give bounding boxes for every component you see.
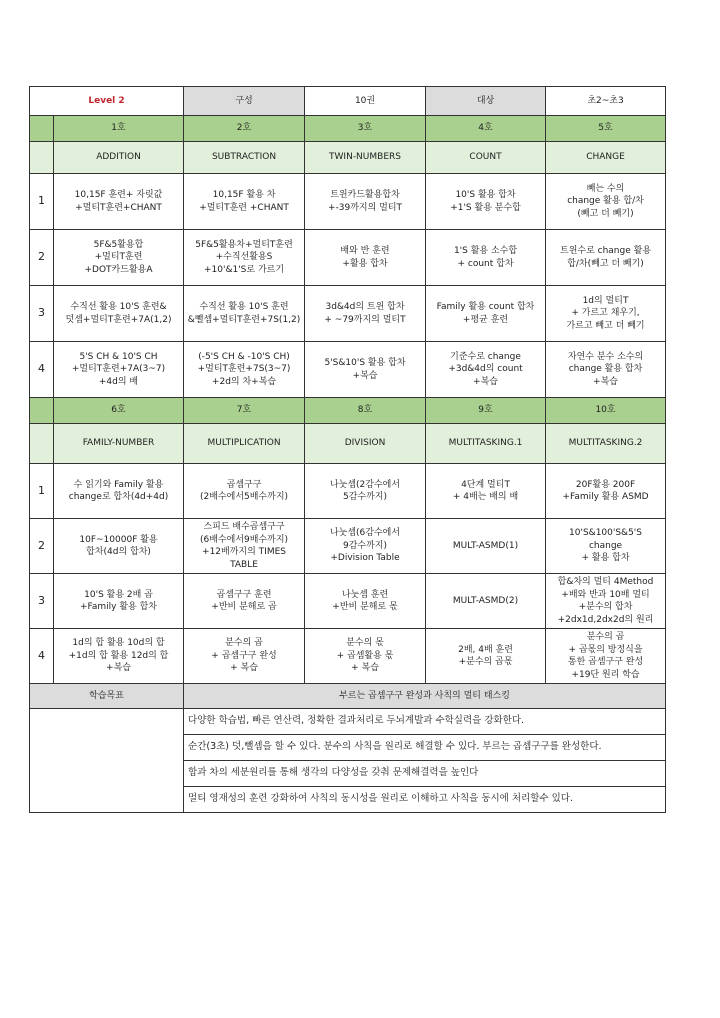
goal-line: 순간(3초) 덧,뺄셈을 할 수 있다. 분수의 사칙을 원리로 해결할 수 있다. 부르는 곱셈구구를 완성한다. — [184, 735, 666, 761]
lesson-cell: 10,15F 훈련+ 자릿값 +멀티T훈련+CHANT — [54, 174, 184, 230]
table-row — [30, 574, 666, 629]
lesson-cell: 5'S CH & 10'S CH +멀티T훈련+7A(3~7) +4d의 배 — [54, 342, 184, 398]
lesson-cell: 3d&4d의 트윈 합차 + ~79까지의 멀티T — [305, 286, 426, 342]
lesson-cell: 기준수로 change +3d&4d의 count +복습 — [426, 342, 546, 398]
lesson-cell: 20F활용 200F +Family 활용 ASMD — [546, 464, 666, 519]
lesson-cell: 스피드 배수곱셈구구 (6배수에서9배수까지) +12배까지의 TIMES TABLE — [184, 519, 305, 574]
lesson-cell: 나눗셈(6감수에서 9감수까지) +Division Table — [305, 519, 426, 574]
lesson-cell: 분수의 몫 + 곱셈활용 몫 + 복습 — [305, 629, 426, 684]
header-row — [30, 87, 666, 116]
goal-line: 합과 차의 세분원리를 통해 생각의 다양성을 갖춰 문제해결력을 높인다 — [184, 761, 666, 787]
row-index: 3 — [30, 574, 54, 629]
lesson-cell: 트윈카드활용합차 +-39까지의 멀티T — [305, 174, 426, 230]
goal-blank-cell — [30, 709, 184, 813]
target-label: 대상 — [426, 87, 546, 116]
lesson-cell: (-5'S CH & -10'S CH) +멀티T훈련+7S(3~7) +2d의 차+복습 — [184, 342, 305, 398]
volume-title: SUBTRACTION — [184, 142, 305, 174]
volume-number: 10호 — [546, 398, 666, 424]
volume-number: 7호 — [184, 398, 305, 424]
lesson-cell: 1'S 활용 소수합 + count 합차 — [426, 230, 546, 286]
table-row — [30, 464, 666, 519]
row-index-blank — [30, 424, 54, 464]
volume-title: CHANGE — [546, 142, 666, 174]
volume-title-row — [30, 142, 666, 174]
lesson-cell: 10F~10000F 활용 합차(4d의 합차) — [54, 519, 184, 574]
lesson-cell: 5F&5활용합 +멀티T훈련 +DOT카드활용A — [54, 230, 184, 286]
row-index: 1 — [30, 174, 54, 230]
lesson-cell: 5'S&10'S 활용 합차 +복습 — [305, 342, 426, 398]
goal-line: 다양한 학습법, 빠른 연산력, 정확한 결과처리로 두뇌계발과 수학실력을 강화한다. — [184, 709, 666, 735]
lesson-cell: 트윈수로 change 활용 합/차(빼고 더 빼기) — [546, 230, 666, 286]
goal-line: 멀티 영재성의 훈련 강화하여 사칙의 동시성을 원리로 이해하고 사칙을 동시에 처리할수 있다. — [184, 787, 666, 813]
lesson-cell: 곱셈구구 훈련 +반비 분해로 곱 — [184, 574, 305, 629]
curriculum-table — [29, 86, 666, 813]
goal-main: 부르는 곱셈구구 완성과 사칙의 멀티 태스킹 — [184, 684, 666, 709]
volume-number: 1호 — [54, 116, 184, 142]
composition-value: 10권 — [305, 87, 426, 116]
volume-title: TWIN-NUMBERS — [305, 142, 426, 174]
lesson-cell: 10,15F 활용 차 +멀티T훈련 +CHANT — [184, 174, 305, 230]
volume-number-row — [30, 398, 666, 424]
lesson-cell: 5F&5활용차+멀티T훈련 +수직선활용S +10'&1'S로 가르기 — [184, 230, 305, 286]
composition-label: 구성 — [184, 87, 305, 116]
lesson-cell: 4단계 멀티T + 4배는 배의 배 — [426, 464, 546, 519]
lesson-cell: 1d의 멀티T + 가르고 채우기, 가르고 빼고 더 빼기 — [546, 286, 666, 342]
row-index-blank — [30, 116, 54, 142]
lesson-cell: 10'S&100'S&5'S change + 활용 합차 — [546, 519, 666, 574]
volume-number: 3호 — [305, 116, 426, 142]
lesson-cell: 수직선 활용 10'S 훈련& 덧셈+멀티T훈련+7A(1,2) — [54, 286, 184, 342]
row-index: 1 — [30, 464, 54, 519]
volume-title: ADDITION — [54, 142, 184, 174]
lesson-cell: 곱셈구구 (2배수에서5배수까지) — [184, 464, 305, 519]
lesson-cell: 나눗셈(2감수에서 5감수까지) — [305, 464, 426, 519]
volume-number: 9호 — [426, 398, 546, 424]
row-index: 4 — [30, 629, 54, 684]
volume-number: 6호 — [54, 398, 184, 424]
lesson-cell: 분수의 곱 + 곱셈구구 완성 + 복습 — [184, 629, 305, 684]
lesson-cell: 수직선 활용 10'S 훈련 &뺄셈+멀티T훈련+7S(1,2) — [184, 286, 305, 342]
lesson-cell: 빼는 수의 change 활용 합/차 (빼고 더 빼기) — [546, 174, 666, 230]
volume-title: COUNT — [426, 142, 546, 174]
target-value: 초2~초3 — [546, 87, 666, 116]
lesson-cell: 자연수 분수 소수의 change 활용 합차 +복습 — [546, 342, 666, 398]
goal-header-row — [30, 684, 666, 709]
lesson-cell: 합&차의 멀티 4Method +배와 반과 10배 멀티 +분수의 합차 +2dx1d,2dx2d의 원리 — [546, 574, 666, 629]
table-row — [30, 286, 666, 342]
row-index: 2 — [30, 230, 54, 286]
table-row — [30, 230, 666, 286]
volume-number: 4호 — [426, 116, 546, 142]
volume-number: 2호 — [184, 116, 305, 142]
row-index: 4 — [30, 342, 54, 398]
volume-number-row — [30, 116, 666, 142]
lesson-cell: 10'S 활용 합차 +1'S 활용 분수합 — [426, 174, 546, 230]
table-row — [30, 629, 666, 684]
lesson-cell: 나눗셈 훈련 +반비 분해로 몫 — [305, 574, 426, 629]
row-index: 2 — [30, 519, 54, 574]
lesson-cell: 분수의 곱 + 곱몫의 방정식을 통한 곱셈구구 완성 +19단 원리 학습 — [546, 629, 666, 684]
level-title: Level 2 — [30, 87, 184, 116]
lesson-cell: 1d의 합 활용 10d의 합 +1d의 합 활용 12d의 합 +복습 — [54, 629, 184, 684]
lesson-cell: MULT-ASMD(1) — [426, 519, 546, 574]
volume-title: MULTIPLICATION — [184, 424, 305, 464]
volume-title: FAMILY-NUMBER — [54, 424, 184, 464]
lesson-cell: 배와 반 훈련 +활용 합차 — [305, 230, 426, 286]
volume-number: 5호 — [546, 116, 666, 142]
lesson-cell: 10'S 활용 2배 곱 +Family 활용 합차 — [54, 574, 184, 629]
lesson-cell: Family 활용 count 합차 +평균 훈련 — [426, 286, 546, 342]
volume-title-row — [30, 424, 666, 464]
row-index-blank — [30, 142, 54, 174]
table-row — [30, 174, 666, 230]
row-index: 3 — [30, 286, 54, 342]
volume-title: MULTITASKING.2 — [546, 424, 666, 464]
volume-title: DIVISION — [305, 424, 426, 464]
volume-title: MULTITASKING.1 — [426, 424, 546, 464]
volume-number: 8호 — [305, 398, 426, 424]
lesson-cell: 2배, 4배 훈련 +분수의 곱몫 — [426, 629, 546, 684]
lesson-cell: MULT-ASMD(2) — [426, 574, 546, 629]
goal-label: 학습목표 — [30, 684, 184, 709]
goal-line-row — [30, 709, 666, 735]
table-row — [30, 342, 666, 398]
table-row — [30, 519, 666, 574]
row-index-blank — [30, 398, 54, 424]
lesson-cell: 수 읽기와 Family 활용 change로 합차(4d+4d) — [54, 464, 184, 519]
